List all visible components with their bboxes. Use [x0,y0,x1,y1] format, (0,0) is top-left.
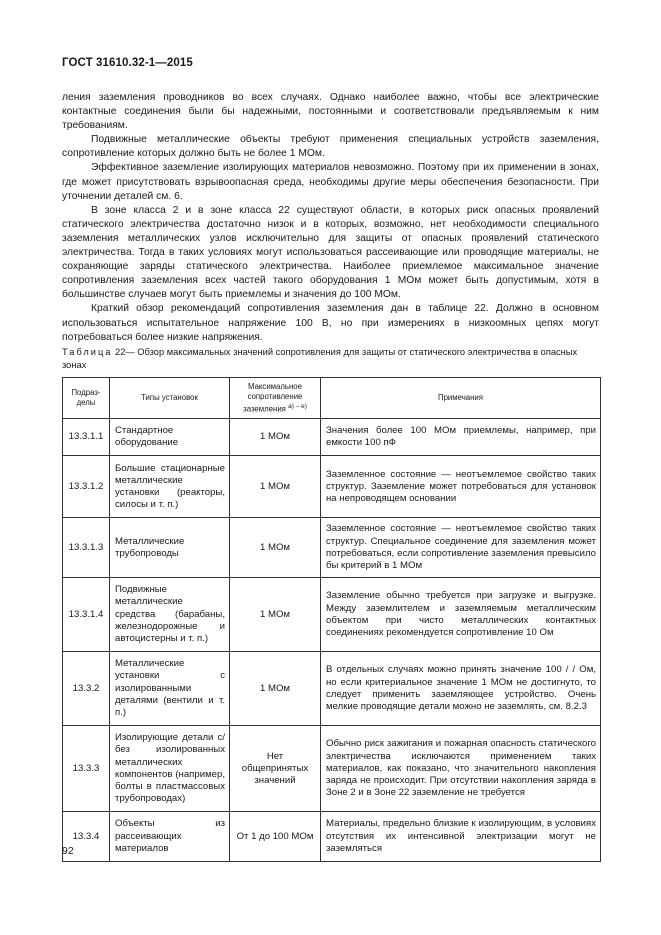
row-section: 13.3.1.1 [63,419,110,456]
table-row [63,812,601,862]
table-row [63,456,601,518]
table-row [63,578,601,652]
body-text [62,91,599,345]
row-value: 1 МОм [230,518,321,578]
row-value: 1 МОм [230,652,321,726]
header-types: Типы установок [110,378,230,419]
paragraph: ления заземления проводников во всех случаях. Однако наиболее важно, чтобы все электрические контактные соединения были бы надежными, постоянными и соответствовали предъявляемым к ним требованиям. [62,92,599,132]
row-note: Заземление обычно требуется при загрузке и выгрузке. Между заземлителем и заземляемым металлическим объектом при чисто металлических контактных соединениях рекомендуется сопротивление 10 Ом [321,578,601,652]
row-type: Металлические трубопроводы [110,518,230,578]
row-type: Объекты из рассеивающих материалов [110,812,230,862]
resistance-table [62,377,601,862]
row-section: 13.3.1.3 [63,518,110,578]
header-footnote-ref: а) – е) [288,402,307,410]
table-header-row [63,378,601,419]
table-caption-number: 22 [115,347,126,357]
table-caption-text: — Обзор максимальных значений сопротивления для защиты от статического электричества в опасных зонах [62,347,578,370]
header-max-resistance [230,378,321,419]
page-number: 92 [62,845,74,857]
row-type: Подвижные металлические средства (барабаны, железнодорожные и автоцистерны и т. п.) [110,578,230,652]
header-max-resistance-text: Максимальное сопротивление заземления [243,381,303,414]
row-note: Заземленное состояние — неотъемлемое свойство таких структур. Специальное соединение для заземления может потребоваться, если сопротивление заземления превысило бы критерий в 1 МОм [321,518,601,578]
header-notes: Примечания [321,378,601,419]
row-note: В отдельных случаях можно принять значение 100 / / Ом, но если критериальное значение 1 МОм не достигнуто, то следует применить заземляющее устройство. Очень мелкие проводящие детали можно не заземлять, см. 8.2.3 [321,652,601,726]
table-row [63,518,601,578]
table-row [63,652,601,726]
table-caption-label: Таблица [62,347,113,357]
row-value: 1 МОм [230,419,321,456]
row-section: 13.3.4 [63,812,110,862]
paragraph: Подвижные металлические объекты требуют применения специальных устройств заземления, сопротивление которых должно быть не более 1 МОм. [62,134,599,160]
document-header: ГОСТ 31610.32-1—2015 [62,57,193,69]
row-section: 13.3.2 [63,652,110,726]
row-note: Обычно риск зажигания и пожарная опасность статического электричества исключаются применением таких материалов, как показано, что значительного накопления заряда не происходит. При отсутствии накопления заряда в Зоне 2 и в Зоне 22 заземление не требуется [321,726,601,812]
row-type: Большие стационарные металлические установки (реакторы, силосы и т. п.) [110,456,230,518]
row-value: Нет общепринятых значений [230,726,321,812]
row-note: Заземленное состояние — неотъемлемое свойство таких структур. Заземление может потребоваться для установок на непроводящем основании [321,456,601,518]
paragraph: Эффективное заземление изолирующих материалов невозможно. Поэтому при их применении в зонах, где может присутствовать взрывоопасная среда, необходимы другие меры обеспечения безопасности. При уточнении деталей см. 6. [62,162,599,202]
row-type: Металлические установки с изолированными деталями (вентили и т. п.) [110,652,230,726]
paragraph: Краткий обзор рекомендаций сопротивления заземления дан в таблице 22. Должно в основном использоваться испытательное напряжение 100 В, но при измерениях в низкоомных цепях могут потребоваться более низкие напряжения. [62,303,599,343]
row-value: 1 МОм [230,456,321,518]
table-row [63,419,601,456]
table-caption [62,346,602,371]
header-section: Подраз-делы [63,378,110,419]
row-value: От 1 до 100 МОм [230,812,321,862]
row-section: 13.3.1.4 [63,578,110,652]
paragraph: В зоне класса 2 и в зоне класса 22 существуют области, в которых риск опасных проявлений статического электричества достаточно низок и в которых, возможно, нет необходимости специального заземления металлических узлов исключительно для защиты от опасных проявлений статического электричества. Тогда в таких условиях могут использоваться рассеивающие или проводящие материалы, не сохраняющие заряды статического электричества. Наиболее приемлемое максимальное значение сопротивления заземления всех частей такого оборудования 1 МОм может быть допустимым, хотя в большинстве случаев могут быть приемлемы и значения до 100 МОм. [62,204,599,301]
row-note: Значения более 100 МОм приемлемы, например, при емкости 100 пФ [321,419,601,456]
table-row [63,726,601,812]
row-type: Стандартное оборудование [110,419,230,456]
row-section: 13.3.1.2 [63,456,110,518]
row-value: 1 МОм [230,578,321,652]
row-note: Материалы, предельно близкие к изолирующим, в условиях отсутствия их интенсивной электризации могут не заземляться [321,812,601,862]
row-type: Изолирующие детали с/без изолированных металлических компонентов (например, болты в пластмассовых трубопроводах) [110,726,230,812]
row-section: 13.3.3 [63,726,110,812]
